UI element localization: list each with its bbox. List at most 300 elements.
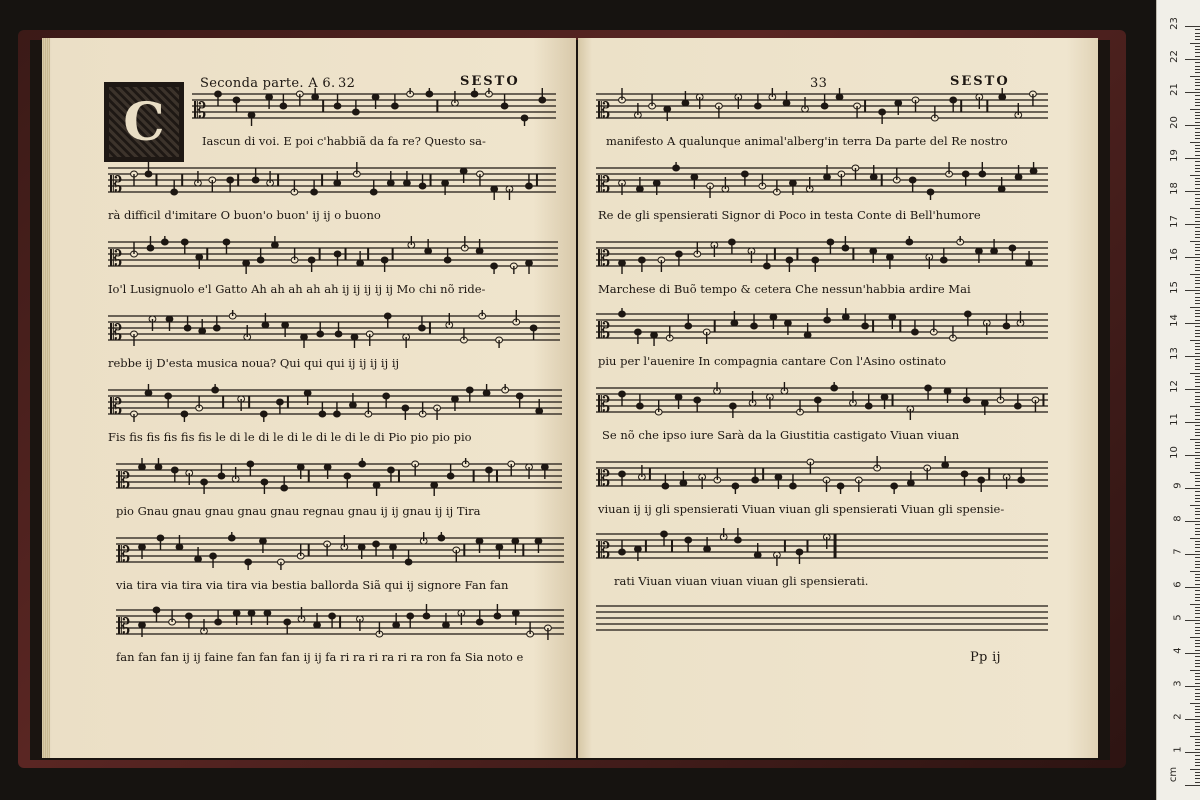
ruler-tick [1195,194,1200,195]
ruler-tick [1185,620,1200,621]
music-staff [596,528,1048,566]
ruler-tick [1195,297,1200,298]
ruler-tick [1190,373,1200,374]
lyric-line: fan fan fan ij ij faine fan fan fan ij ij fa ri ra ri ra ri ra ron fa Sia noto e [116,650,524,664]
ruler-tick [1195,214,1200,215]
ruler-tick [1195,201,1200,202]
lyric-line: Marchese di Buõ tempo & cetera Che nessun'habbia ardire Mai [598,282,971,296]
ruler-tick [1190,736,1200,737]
part-name: SESTO [460,74,520,89]
ruler-tick [1195,458,1200,459]
ruler-tick [1185,554,1200,555]
ruler-tick [1195,491,1200,492]
ruler-tick [1195,574,1200,575]
svg-text:𝄡: 𝄡 [118,469,131,494]
ruler-tick [1190,505,1200,506]
ruler-tick [1195,52,1200,53]
lyric-line: manifesto A qualunque animal'alberg'in terra Da parte del Re nostro [606,134,1008,148]
ruler-tick [1195,178,1200,179]
svg-text:𝄡: 𝄡 [598,393,611,418]
ruler-label: 12 [1169,380,1181,393]
ruler-tick [1195,465,1200,466]
ruler-tick [1195,231,1200,232]
ruler-tick [1190,538,1200,539]
ruler-tick [1195,419,1200,420]
ruler-tick [1195,409,1200,410]
ruler-tick [1185,455,1200,456]
ruler-tick [1195,709,1200,710]
ruler-tick [1195,82,1200,83]
ruler-tick [1185,92,1200,93]
ruler-tick [1195,300,1200,301]
ruler-tick [1190,604,1200,605]
ruler-tick [1195,89,1200,90]
ruler-tick [1195,250,1200,251]
ruler-label: 16 [1169,248,1181,261]
ruler-tick [1195,386,1200,387]
ruler-tick [1195,115,1200,116]
ruler-label: 11 [1169,413,1181,426]
ruler-tick [1195,742,1200,743]
lyric-line: pio Gnau gnau gnau gnau gnau regnau gnau ij ij gnau ij ij Tira [116,504,481,518]
ruler-tick [1185,323,1200,324]
ruler-tick [1195,363,1200,364]
ruler-tick [1190,769,1200,770]
ruler-tick [1185,488,1200,489]
ruler-tick [1195,755,1200,756]
ruler-tick [1195,531,1200,532]
ruler-tick [1195,762,1200,763]
ruler-tick [1190,109,1200,110]
ruler-tick [1195,66,1200,67]
music-staff [108,310,560,348]
ruler-tick [1195,399,1200,400]
lyric-line: rà difficil d'imitare O buon'o buon' ij ij o buono [108,208,381,222]
ruler-tick [1195,617,1200,618]
ruler-tick [1195,188,1200,189]
ruler-label: cm [1167,766,1179,783]
ruler-tick [1185,785,1200,786]
ruler-tick [1190,472,1200,473]
ruler-tick [1195,716,1200,717]
ruler-tick [1195,627,1200,628]
music-staff [596,162,1048,200]
lyric-line: Iascun di voi. E poi c'habbiã da fa re? Questo sa- [202,134,486,148]
ruler-tick [1195,666,1200,667]
ruler-tick [1195,62,1200,63]
ruler-tick [1195,85,1200,86]
svg-text:𝄡: 𝄡 [598,173,611,198]
ruler-tick [1195,501,1200,502]
ruler-tick [1190,76,1200,77]
ruler-tick [1195,445,1200,446]
ruler-tick [1195,590,1200,591]
ruler-label: 18 [1169,182,1181,195]
ruler-tick [1190,307,1200,308]
ruler-tick [1195,184,1200,185]
ruler-tick [1195,264,1200,265]
lyric-line: via tira via tira via tira via bestia ballorda Siã qui ij signore Fan fan [116,578,509,592]
ruler-tick [1195,95,1200,96]
ruler-tick [1190,439,1200,440]
ruler-label: 20 [1169,116,1181,129]
page-number: 32 [338,76,356,91]
ruler-tick [1195,729,1200,730]
ruler-tick [1190,670,1200,671]
ruler-tick [1195,198,1200,199]
ruler-tick [1195,712,1200,713]
ruler-tick [1195,775,1200,776]
ruler-tick [1195,102,1200,103]
svg-text:𝄡: 𝄡 [110,321,123,346]
ruler-tick [1195,689,1200,690]
initial-letter: C [109,87,179,157]
lyric-line: Se nõ che ipso iure Sarà da la Giustitia castigato Viuan viuan [602,428,960,442]
ruler-tick [1195,623,1200,624]
ruler-tick [1195,211,1200,212]
svg-text:𝄡: 𝄡 [118,543,131,568]
ruler-tick [1195,72,1200,73]
svg-text:𝄡: 𝄡 [110,395,123,420]
svg-text:𝄡: 𝄡 [194,99,207,124]
ruler-tick [1195,237,1200,238]
ruler-tick [1195,46,1200,47]
ruler-tick [1195,580,1200,581]
ruler-tick [1195,277,1200,278]
ruler-tick [1195,138,1200,139]
ruler-tick [1195,432,1200,433]
ruler-tick [1195,722,1200,723]
ruler-tick [1195,551,1200,552]
ruler-tick [1195,99,1200,100]
ruler-tick [1195,597,1200,598]
ruler-tick [1190,340,1200,341]
ruler-tick [1195,379,1200,380]
ruler-tick [1190,571,1200,572]
music-staff [116,604,564,642]
ruler-tick [1185,125,1200,126]
ruler-tick [1195,765,1200,766]
ruler-label: 10 [1169,446,1181,459]
ruler-tick [1195,772,1200,773]
ruler-tick [1195,745,1200,746]
ruler-tick [1195,168,1200,169]
ruler-tick [1195,234,1200,235]
ruler-tick [1185,719,1200,720]
decorated-initial [104,82,184,162]
ruler-tick [1195,759,1200,760]
ruler-tick [1195,673,1200,674]
lyric-line: viuan ij ij gli spensierati Viuan viuan gli spensierati Viuan gli spensie- [598,502,1005,516]
ruler-label: 7 [1172,548,1184,555]
ruler-tick [1195,260,1200,261]
ruler-tick [1195,613,1200,614]
ruler-tick [1195,69,1200,70]
ruler-tick [1195,36,1200,37]
ruler-tick [1195,151,1200,152]
ruler-tick [1195,49,1200,50]
ruler-tick [1195,478,1200,479]
ruler-tick [1195,366,1200,367]
ruler-tick [1195,547,1200,548]
ruler-tick [1195,349,1200,350]
ruler-tick [1195,567,1200,568]
svg-text:𝄡: 𝄡 [598,539,611,564]
ruler-label: 4 [1172,647,1184,654]
ruler-label: 14 [1169,314,1181,327]
ruler-label: 6 [1172,581,1184,588]
ruler-tick [1195,607,1200,608]
ruler-tick [1195,161,1200,162]
ruler-tick [1185,26,1200,27]
ruler-tick [1195,594,1200,595]
ruler-tick [1195,320,1200,321]
ruler-tick [1195,402,1200,403]
ruler-label: 19 [1169,149,1181,162]
ruler-tick [1195,541,1200,542]
ruler-tick [1195,646,1200,647]
ruler-tick [1195,204,1200,205]
ruler-tick [1195,132,1200,133]
ruler-tick [1195,270,1200,271]
ruler-tick [1195,726,1200,727]
ruler-tick [1195,293,1200,294]
ruler-tick [1190,43,1200,44]
lyric-line: piu per l'auenire In compagnia cantare Con l'Asino ostinato [598,354,946,368]
ruler-tick [1185,191,1200,192]
ruler-tick [1195,462,1200,463]
ruler-tick [1195,33,1200,34]
svg-text:𝄡: 𝄡 [110,247,123,272]
ruler-label: 2 [1172,713,1184,720]
ruler-tick [1185,686,1200,687]
ruler-tick [1195,699,1200,700]
ruler-tick [1195,663,1200,664]
ruler-tick [1195,155,1200,156]
ruler-tick [1195,732,1200,733]
svg-text:𝄡: 𝄡 [110,173,123,198]
ruler-tick [1190,703,1200,704]
ruler-tick [1195,630,1200,631]
ruler-tick [1195,254,1200,255]
ruler-tick [1195,227,1200,228]
ruler-label: 5 [1172,614,1184,621]
ruler-tick [1195,640,1200,641]
ruler-tick [1195,79,1200,80]
lyric-line: rebbe ij D'esta musica noua? Qui qui qui ij ij ij ij ij [108,356,400,370]
ruler-tick [1185,422,1200,423]
ruler-tick [1195,217,1200,218]
ruler-tick [1195,514,1200,515]
svg-text:𝄡: 𝄡 [598,467,611,492]
svg-text:𝄡: 𝄡 [598,319,611,344]
ruler-label: 8 [1172,515,1184,522]
ruler-tick [1195,105,1200,106]
music-staff [108,236,558,274]
music-staff [596,600,1048,638]
ruler-tick [1195,326,1200,327]
ruler-tick [1195,165,1200,166]
ruler-tick [1195,112,1200,113]
ruler-tick [1195,557,1200,558]
ruler-tick [1185,653,1200,654]
ruler-tick [1195,544,1200,545]
svg-text:𝄡: 𝄡 [118,615,131,640]
ruler-tick [1195,495,1200,496]
ruler-tick [1195,343,1200,344]
ruler-label: 23 [1169,17,1181,30]
ruler-tick [1195,369,1200,370]
ruler-tick [1195,280,1200,281]
ruler-tick [1185,587,1200,588]
ruler-tick [1195,415,1200,416]
music-staff [108,384,562,422]
ruler-tick [1195,353,1200,354]
ruler-label: 13 [1169,347,1181,360]
section-title: Seconda parte. A 6. [200,76,336,91]
ruler-tick [1195,310,1200,311]
ruler-tick [1195,412,1200,413]
ruler-tick [1195,739,1200,740]
ruler-tick [1195,679,1200,680]
ruler-label: 22 [1169,50,1181,63]
lyric-line: Io'l Lusignuolo e'l Gatto Ah ah ah ah ah ij ij ij ij ij Mo chi nõ ride- [108,282,486,296]
ruler-tick [1195,221,1200,222]
ruler-tick [1195,442,1200,443]
ruler-tick [1185,290,1200,291]
ruler-tick [1195,148,1200,149]
ruler-tick [1195,633,1200,634]
ruler-tick [1195,336,1200,337]
ruler-label: 9 [1172,482,1184,489]
ruler-tick [1195,534,1200,535]
ruler-tick [1195,135,1200,136]
signature-mark: Pp ij [970,650,1001,665]
ruler-tick [1195,313,1200,314]
ruler-tick [1190,241,1200,242]
part-name: SESTO [950,74,1010,89]
ruler-tick [1195,283,1200,284]
ruler-tick [1195,346,1200,347]
ruler-tick [1195,584,1200,585]
ruler-tick [1195,693,1200,694]
ruler-tick [1195,676,1200,677]
ruler-tick [1195,778,1200,779]
ruler-tick [1185,752,1200,753]
ruler-tick [1195,435,1200,436]
ruler-tick [1185,521,1200,522]
music-staff [596,236,1048,274]
ruler-tick [1195,524,1200,525]
ruler-tick [1195,145,1200,146]
music-staff [596,88,1048,126]
ruler-tick [1195,475,1200,476]
ruler-tick [1185,257,1200,258]
ruler-tick [1195,600,1200,601]
ruler-tick [1195,181,1200,182]
ruler-tick [1195,128,1200,129]
left-page [42,38,576,758]
ruler-tick [1195,316,1200,317]
ruler-tick [1190,208,1200,209]
ruler-tick [1195,660,1200,661]
measurement-ruler [1156,0,1200,800]
ruler-tick [1195,782,1200,783]
ruler-tick [1185,389,1200,390]
ruler-tick [1190,142,1200,143]
ruler-tick [1195,287,1200,288]
ruler-tick [1195,481,1200,482]
ruler-tick [1195,122,1200,123]
ruler-tick [1195,244,1200,245]
ruler-tick [1195,171,1200,172]
lyric-line: Fis fis fis fis fis fis le di le di le di le di le di le di Pio pio pio pio [108,430,472,444]
ruler-tick [1195,267,1200,268]
ruler-tick [1195,656,1200,657]
ruler-tick [1195,303,1200,304]
music-staff [116,458,562,496]
ruler-tick [1195,247,1200,248]
ruler-tick [1190,175,1200,176]
lyric-line: Re de gli spensierati Signor di Poco in testa Conte di Bell'humore [598,208,981,222]
ruler-tick [1195,330,1200,331]
right-page [578,38,1098,758]
music-staff [596,382,1048,420]
ruler-tick [1195,425,1200,426]
ruler-tick [1195,468,1200,469]
ruler-tick [1195,610,1200,611]
ruler-tick [1190,406,1200,407]
ruler-tick [1195,382,1200,383]
music-staff [596,308,1048,346]
ruler-tick [1195,39,1200,40]
ruler-tick [1185,158,1200,159]
ruler-tick [1195,518,1200,519]
ruler-tick [1195,359,1200,360]
ruler-tick [1195,498,1200,499]
music-staff [192,88,556,126]
ruler-tick [1195,564,1200,565]
ruler-tick [1195,376,1200,377]
lyric-line: rati Viuan viuan viuan viuan gli spensierati. [614,574,869,588]
ruler-tick [1195,749,1200,750]
ruler-tick [1195,56,1200,57]
music-staff [596,456,1048,494]
svg-text:𝄡: 𝄡 [598,247,611,272]
ruler-tick [1185,224,1200,225]
ruler-tick [1195,561,1200,562]
ruler-label: 15 [1169,281,1181,294]
ruler-label: 21 [1169,83,1181,96]
ruler-label: 1 [1172,746,1184,753]
ruler-tick [1195,511,1200,512]
ruler-tick [1195,392,1200,393]
ruler-label: 3 [1172,680,1184,687]
ruler-tick [1195,118,1200,119]
music-staff [116,532,564,570]
page-number: 33 [810,76,828,91]
ruler-tick [1185,356,1200,357]
ruler-tick [1195,396,1200,397]
ruler-tick [1195,706,1200,707]
ruler-tick [1195,448,1200,449]
music-staff [108,162,556,200]
ruler-tick [1195,29,1200,30]
svg-text:𝄡: 𝄡 [598,99,611,124]
ruler-tick [1195,696,1200,697]
ruler-label: 17 [1169,215,1181,228]
ruler-tick [1195,485,1200,486]
